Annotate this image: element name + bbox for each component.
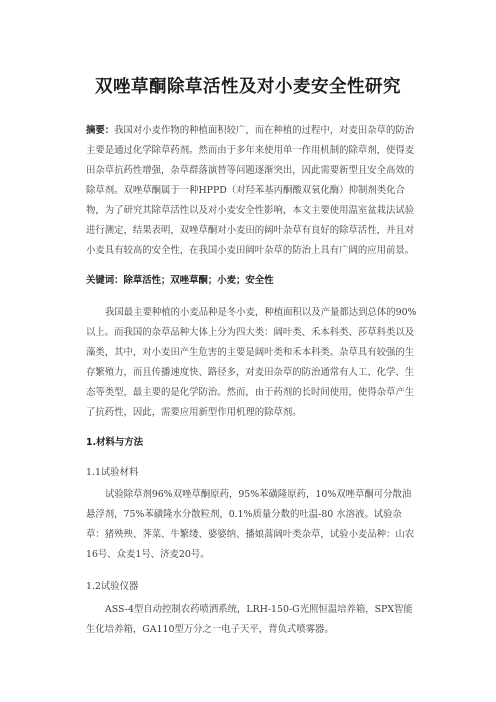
section-heading-materials-methods: 1.材料与方法 xyxy=(86,437,143,448)
subsection-heading-test-instruments: 1.2试验仪器 xyxy=(86,581,139,592)
test-materials-paragraph: 试验除草剂96%双唑草酮原药，95%苯磺隆原药，10%双唑草酮可分散油悬浮剂，75%苯磺隆水分散粒剂，0.1%质量分数的吐温-80 水溶液。试验杂草：猪殃殃、荠菜、牛繁缕、婆婆纳、播娘蒿阔叶类杂草，试验小麦品种：山农16号、众麦1号、济麦20号。 xyxy=(86,489,415,560)
keywords-label: 关键词： xyxy=(86,275,124,286)
test-instruments-paragraph: ASS-4型自动控制农药喷洒系统，LRH-150-G光照恒温培养箱，SPX智能生化培养箱，GA110型万分之一电子天平，背负式喷雾器。 xyxy=(86,604,413,635)
document-title: 双唑草酮除草活性及对小麦安全性研究 xyxy=(95,77,401,97)
keywords-text: 除草活性；双唑草酮；小麦；安全性 xyxy=(123,275,274,286)
abstract-paragraph xyxy=(86,121,420,261)
abstract-label: 摘要： xyxy=(86,125,115,136)
keywords-paragraph xyxy=(86,271,420,291)
abstract-text: 我国对小麦作物的种植面积较广，而在种植的过程中，对麦田杂草的防治主要是通过化学除草药剂。然而由于多年来使用单一作用机制的除草剂，使得麦田杂草抗药性增强，杂草群落演替等问题逐渐突出，因此需要新型且安全高效的除草剂。双唑草酮属于一种HPPD（对羟苯基丙酮酸双氧化酶）抑制剂类化合物，为了研究其除草活性以及对小麦安全性影响，本文主要使用温室盆栽法试验进行测定，结果表明，双唑草酮对小麦田的阔叶杂草有良好的除草活性，并且对小麦具有较高的安全性，在我国小麦田阔叶杂草的防治上具有广阔的应用前景。 xyxy=(86,125,415,256)
subsection-heading-test-materials: 1.1试验材料 xyxy=(86,467,139,478)
intro-paragraph: 我国最主要种植的小麦品种是冬小麦，种植面积以及产量都达到总体的90%以上。而我国的杂草品种大体上分为四大类：阔叶类、禾本科类、莎草科类以及藻类，其中，对小麦田产生危害的主要是阔叶类和禾本科类。杂草具有较强的生存繁殖力，而且传播速度快、路径多，对麦田杂草的防治通常有人工、化学、生态等类型，最主要的是化学防治。然而，由于药剂的长时间使用，使得杂草产生了抗药性，因此，需要应用新型作用机理的除草剂。 xyxy=(86,307,417,418)
